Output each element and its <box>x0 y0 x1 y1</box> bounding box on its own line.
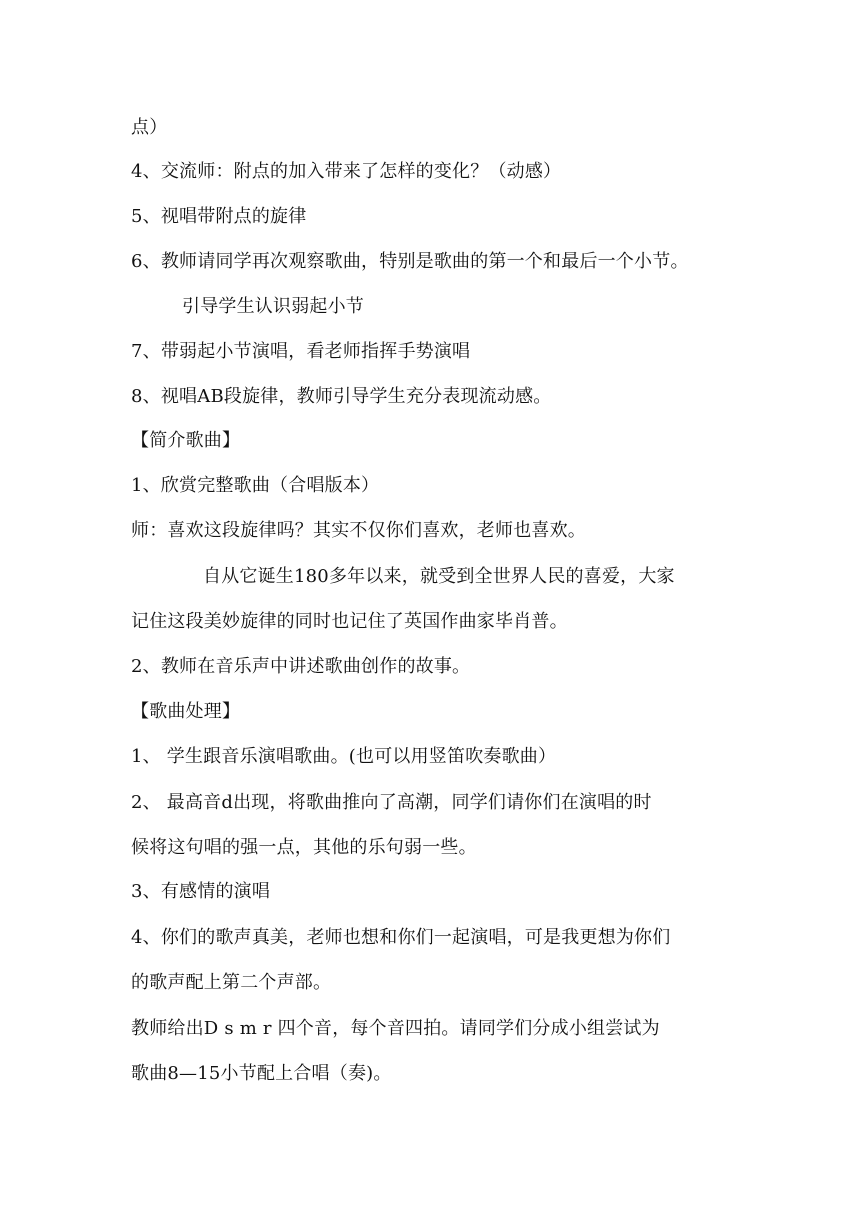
text-line-15: 1、 学生跟音乐演唱歌曲。(也可以用竖笛吹奏歌曲） <box>131 746 557 767</box>
text-line-17: 候将这句唱的强一点，其他的乐句弱一些。 <box>131 837 477 858</box>
text-line-4: 6、教师请同学再次观察歌曲，特别是歌曲的第一个和最后一个小节。 <box>131 251 689 272</box>
text-line-20: 的歌声配上第二个声部。 <box>131 972 332 993</box>
text-line-21: 教师给出D s m r 四个音，每个音四拍。请同学们分成小组尝试为 <box>131 1018 660 1039</box>
text-line-10: 师：喜欢这段旋律吗？其实不仅你们喜欢，老师也喜欢。 <box>131 520 586 541</box>
text-line-12: 记住这段美妙旋律的同时也记住了英国作曲家毕肖普。 <box>131 611 568 632</box>
text-line-7: 8、视唱AB段旋律，教师引导学生充分表现流动感。 <box>131 386 552 407</box>
text-line-2: 4、交流师：附点的加入带来了怎样的变化？（动感） <box>131 161 562 182</box>
text-line-6: 7、带弱起小节演唱，看老师指挥手势演唱 <box>131 341 471 362</box>
text-line-11: 自从它诞生180多年以来，就受到全世界人民的喜爱，大家 <box>203 566 675 587</box>
section-heading-song-intro: 【简介歌曲】 <box>131 430 241 451</box>
text-line-1: 点） <box>131 117 168 138</box>
text-line-9: 1、欣赏完整歌曲（合唱版本） <box>131 475 380 496</box>
text-line-18: 3、有感情的演唱 <box>131 881 271 902</box>
text-line-5: 引导学生认识弱起小节 <box>182 296 364 317</box>
text-line-13: 2、教师在音乐声中讲述歌曲创作的故事。 <box>131 656 471 677</box>
section-heading-song-processing: 【歌曲处理】 <box>131 701 241 722</box>
text-line-22: 歌曲8—15小节配上合唱（奏)。 <box>131 1063 392 1084</box>
text-line-16: 2、 最高音d出现，将歌曲推向了高潮，同学们请你们在演唱的时 <box>131 792 652 813</box>
text-line-3: 5、视唱带附点的旋律 <box>131 206 307 227</box>
text-line-19: 4、你们的歌声真美，老师也想和你们一起演唱，可是我更想为你们 <box>131 927 671 948</box>
